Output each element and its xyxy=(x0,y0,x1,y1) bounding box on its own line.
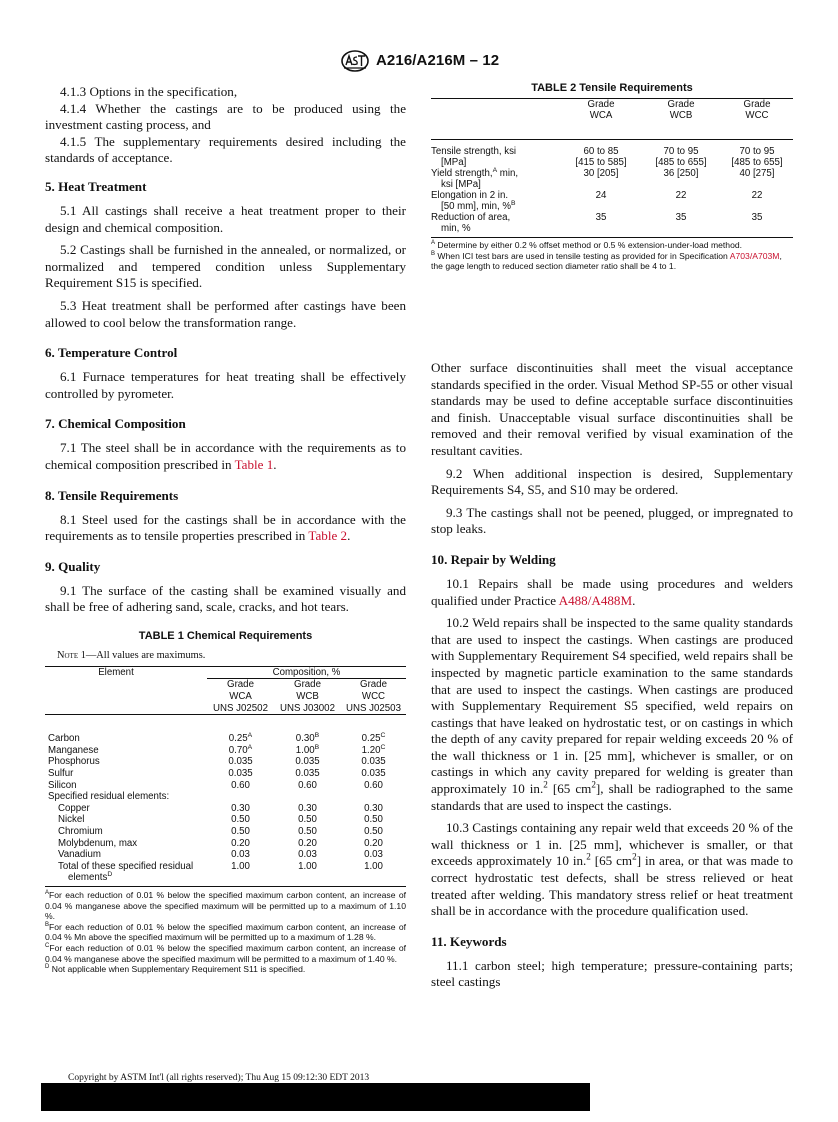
table-2-footnote-a: $^A$ Determine by either 0.2 % offset method or 0.5 % extension-under-load method. xyxy=(431,240,743,250)
table-row: Nickel 0.50 0.50 0.50 xyxy=(58,814,383,826)
table-1-title: TABLE 1 Chemical Requirements xyxy=(138,629,313,642)
clause-4-1-5: 4.1.5 The supplementary requirements desired including the standards of acceptance. xyxy=(45,133,406,166)
clause-10-1: 10.1 Repairs shall be made using procedures and welders qualified under Practice A488/A488M. xyxy=(431,575,793,608)
table-row: Manganese $0.70^A$ $1.00^B$ $1.20^C$ xyxy=(48,743,386,756)
table-1-footnote-d: $^D$ Not applicable when Supplementary Requirement S11 is specified. xyxy=(45,964,306,975)
table-1-header-wcb: Grade WCB UNS J03002 xyxy=(280,679,335,714)
section-6-heading: 6. Temperature Control xyxy=(45,345,178,361)
clause-6-1: 6.1 Furnace temperatures for heat treating shall be effectively controlled by pyrometer. xyxy=(45,369,406,401)
table-row: Specified residual elements: xyxy=(48,791,170,803)
astm-logo-icon xyxy=(340,50,370,72)
table-2-header-wcc: Grade WCC xyxy=(721,99,793,122)
chemical-requirements-table xyxy=(45,666,406,887)
table-row: Tensile strength, ksi [MPa] 60 to 85 [415 to 585] 70 to 95 [485 to 655] 70 to 95 [485 to 655] xyxy=(431,146,783,168)
table-row: Elongation in 2 in. [50 mm], min, %$^B$ 24 22 22 xyxy=(431,190,763,212)
table-row: Copper 0.30 0.30 0.30 xyxy=(58,802,383,814)
section-8-heading: 8. Tensile Requirements xyxy=(45,487,179,503)
clause-8-1: 8.1 Steel used for the castings shall be in accordance with the requirements as to tensile properties prescribed in Table 2. xyxy=(45,511,406,544)
table-1-footnote-c: $^C$For each reduction of 0.01 % below the specified maximum carbon content, an increase of 0.04 % manganese above the specified maximum will be permitted to a maximum of 1.40 %. xyxy=(45,942,406,964)
clause-4-1-3: 4.1.3 Options in the specification, xyxy=(60,84,238,99)
link-a488[interactable]: A488/A488M xyxy=(558,592,633,608)
left-column xyxy=(45,84,406,975)
clause-4-1-4: 4.1.4 Whether the castings are to be produced using the investment casting process, and xyxy=(45,100,406,133)
table-1-header-wca: Grade WCA UNS J02502 xyxy=(213,679,268,714)
table-1-block xyxy=(45,630,406,975)
clause-11-1: 11.1 carbon steel; high temperature; pressure-containing parts; steel castings xyxy=(431,957,793,990)
right-column xyxy=(431,360,793,997)
table-row: Chromium 0.50 0.50 0.50 xyxy=(58,826,383,837)
table-row: Reduction of area, min, % 35 35 35 xyxy=(431,212,793,238)
section-10-heading: 10. Repair by Welding xyxy=(431,551,556,567)
clause-5-1: 5.1 All castings shall receive a heat treatment proper to their design and chemical composition. xyxy=(45,202,406,235)
tensile-requirements-table xyxy=(431,98,793,238)
clause-9-1: 9.1 The surface of the casting shall be examined visually and shall be free of adhering sand, scale, cracks, and hot tears. xyxy=(45,582,406,615)
clause-10-2: 10.2 Weld repairs shall be inspected to the same quality standards that are used to inspect the castings. When castings are produced with Supplementary Requirement S4 specified, weld repairs shall be inspected by magnetic particle examination to the same standards that are used to inspect the castings. When castings are produced with Supplementary Requirement S5 specified, weld repairs on castings that have leaked on hydrostatic test, or on castings in which the depth of any cavity prepared for repair welding exceeds 20 % of the wall thickness or 1 in. [25 mm], whichever is smaller, or on castings in which any cavity prepared for welding is greater than approximately 10 in.$^2$ [65 $cm^2$], shall be radiographed to the same standards that are used to inspect the castings. xyxy=(431,615,793,813)
link-table-1[interactable]: Table 1 xyxy=(234,456,274,472)
table-row: Carbon $0.25^A$ $0.30^B$ $0.25^C$ xyxy=(48,732,386,745)
redaction-bar xyxy=(41,1083,590,1111)
table-row: Total of these specified residual elements$^D$ 1.00 1.00 1.00 xyxy=(45,861,406,887)
clause-5-2: 5.2 Castings shall be furnished in the annealed, or normalized, or normalized and tempered condition unless Supplementary Requirement S15 is specified. xyxy=(45,242,406,291)
link-table-2[interactable]: Table 2 xyxy=(308,528,348,544)
page-header xyxy=(0,50,838,74)
table-2-block xyxy=(431,82,793,272)
section-11-heading: 11. Keywords xyxy=(431,933,507,949)
clause-5-3: 5.3 Heat treatment shall be performed after castings have been allowed to cool below the transformation range. xyxy=(45,297,406,330)
clause-7-1: 7.1 The steel shall be in accordance with the requirements as to chemical composition prescribed in Table 1. xyxy=(45,440,406,472)
clause-9-2: 9.2 When additional inspection is desired, Supplementary Requirements S4, S5, and S10 may be ordered. xyxy=(431,465,793,498)
copyright-footer: Copyright by ASTM Int'l (all rights reserved); Thu Aug 15 09:12:30 EDT 2013 xyxy=(68,1073,370,1083)
table-1-footnote-a: $^A$For each reduction of 0.01 % below the specified maximum carbon content, an increase of 0.04 % manganese above the specified maximum will be permitted up to a maximum of 1.10 %. xyxy=(45,889,406,922)
clause-10-3: 10.3 Castings containing any repair weld that exceeds 20 % of the wall thickness or 1 in. [25 mm], whichever is smaller, or that exceeds approximately 10 in.$^2$ [65 $cm^2$] in area, or that was made to correct hydrostatic test defects, shall be stress relieved or heat treated after welding. This mandatory stress relief or heat treatment shall be in accordance with the procedure qualification used. xyxy=(431,820,793,919)
table-1-header-wcc: Grade WCC UNS J02503 xyxy=(346,679,401,714)
table-2-header-wcb: Grade WCB xyxy=(641,99,721,122)
table-1-header-composition: Composition, % xyxy=(207,666,406,679)
table-2-footnote-b: $^B$ When ICI test bars are used in tensile testing as provided for in Specification A703/A703M, the gage length to reduced section diameter ratio shall be 4 to 1. xyxy=(431,250,782,272)
table-row: Molybdenum, max 0.20 0.20 0.20 xyxy=(58,837,383,849)
table-row: Yield strength,$^A$ min, ksi [MPa] 30 [205] 36 [250] 40 [275] xyxy=(431,166,775,190)
table-1-header-element: Element xyxy=(45,666,207,714)
table-1-footnote-b: $^B$For each reduction of 0.01 % below the specified maximum carbon content, an increase of 0.04 % Mn above the specified maximum will be permitted up to a maximum of 1.28 %. xyxy=(45,921,406,943)
clause-9-3: 9.3 The castings shall not be peened, plugged, or impregnated to stop leaks. xyxy=(431,504,793,537)
section-7-heading: 7. Chemical Composition xyxy=(45,416,186,432)
table-2-title: TABLE 2 Tensile Requirements xyxy=(531,82,693,94)
section-5-heading: 5. Heat Treatment xyxy=(45,178,147,194)
link-a703[interactable]: A703/A703M xyxy=(729,250,780,261)
section-9-heading: 9. Quality xyxy=(45,558,101,574)
document-designation: A216/A216M – 12 xyxy=(376,52,500,69)
table-row: Silicon 0.60 0.60 0.60 xyxy=(48,779,383,791)
table-1-note: Note 1—All values are maximums. xyxy=(57,649,206,661)
table-row: Sulfur 0.035 0.035 0.035 xyxy=(48,768,386,780)
table-row: Vanadium 0.03 0.03 0.03 xyxy=(58,849,383,861)
table-row: Phosphorus 0.035 0.035 0.035 xyxy=(48,756,386,768)
clause-9-1-continued: Other surface discontinuities shall meet the visual acceptance standards specified in the order. Visual Method SP-55 or other visual standards may be used to define acceptable surface discontinuities and finish. Unacceptable visual surface discontinuities shall be removed and their removal verified by visual examination of the resultant cavities. xyxy=(431,360,793,458)
table-2-header-wca: Grade WCA xyxy=(561,99,641,122)
